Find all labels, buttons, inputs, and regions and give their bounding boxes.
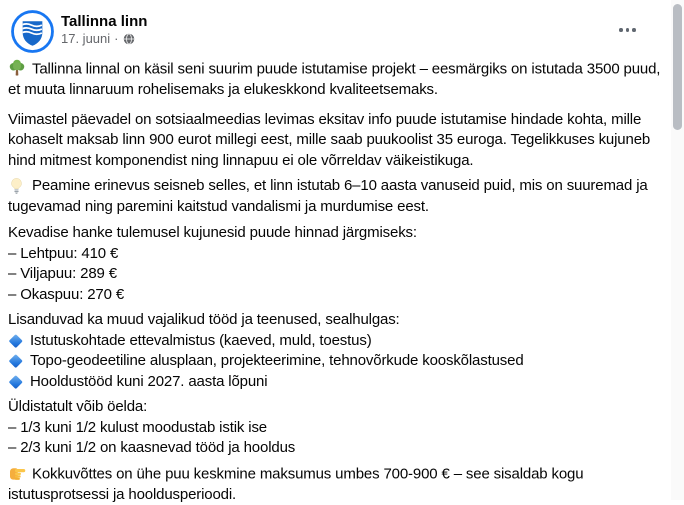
post-text-line: Istutuskohtade ettevalmistus (kaeved, muld, toestus) [30,332,372,349]
paragraph-main-difference [8,176,670,217]
paragraph-misinformation [8,110,670,172]
post-text-line: Topo-geodeetiline alusplaan, projekteerimine, tehnovõrkude kooskõlastused [30,352,524,369]
post-text-line: Kevadise hanke tulemusel kujunesid puude hinnad järgmiseks: [8,223,670,244]
post-text-line: Tallinna linnal on käsil seni suurim puude istutamise projekt – eesmärgiks on istutada 3500 puud, [32,61,660,78]
blue-diamond-icon [8,372,30,393]
post-text-line: – Viljapuu: 289 € [8,264,670,285]
post-text-line: kohaselt maksab linn 900 eurot millegi eest, mille saab puukoolist 35 euroga. Tegelikkuses kujuneb [8,130,670,151]
dot-icon [619,28,623,32]
globe-icon [123,33,135,45]
post-meta [61,31,135,46]
scrollbar-thumb[interactable] [673,4,682,130]
post-text-line: – 2/3 kuni 1/2 on kaasnevad tööd ja hooldus [8,438,670,459]
post-text-line: – 1/3 kuni 1/2 kulust moodustab istik ise [8,418,670,439]
meta-separator: · [114,31,118,46]
paragraph-price-list [8,223,670,305]
post-text-line: et muuta linnaruum rohelisemaks ja elukeskkond kvaliteetsemaks. [8,80,670,101]
scrollbar-track[interactable] [671,0,684,500]
post-content [0,54,684,505]
more-options-button[interactable] [615,21,640,39]
post-text-line: Üldistatult võib öelda: [8,397,670,418]
post-text-line: Viimastel päevadel on sotsiaalmeedias levimas eksitav info puude istutamise hindade kohta, mille [8,110,670,131]
post-text-line: – Okaspuu: 270 € [8,285,670,306]
tree-icon [8,59,26,77]
avatar[interactable] [10,9,55,54]
post-header [0,0,684,54]
post-text-line: Kokkuvõttes on ühe puu keskmine maksumus umbes 700-900 € – see sisaldab kogu [32,465,583,482]
post-text-line: istutusprotsessi ja hooldusperioodi. [8,485,670,505]
dot-icon [632,28,636,32]
paragraph-cost-breakdown [8,397,670,459]
dot-icon [626,28,630,32]
author-name[interactable]: Tallinna linn [61,12,147,31]
paragraph-summary [8,464,670,505]
post-text-line: hind mitmest komponendist ning linnapuu ei ole võrreldav väikeistikuga. [8,151,670,172]
post-text-line: Peamine erinevus seisneb selles, et linn istutab 6–10 aasta vanuseid puid, mis on suuremad ja [32,177,648,194]
blue-diamond-icon [8,351,30,372]
post-text-line: Hooldustööd kuni 2027. aasta lõpuni [30,373,267,390]
post-text-line: tugevamad ning paremini kaitstud vandalismi ja murdumise eest. [8,197,670,218]
paragraph-project-intro [8,59,670,101]
post-text-line: Lisanduvad ka muud vajalikud tööd ja teenused, sealhulgas: [8,310,670,331]
blue-diamond-icon [8,331,30,352]
pointing-right-icon [8,464,26,482]
post-text-line: – Lehtpuu: 410 € [8,244,670,265]
paragraph-additional-works [8,310,670,392]
tallinn-logo-icon [10,9,55,54]
post-date[interactable]: 17. juuni [61,31,110,46]
lightbulb-icon [8,177,26,195]
